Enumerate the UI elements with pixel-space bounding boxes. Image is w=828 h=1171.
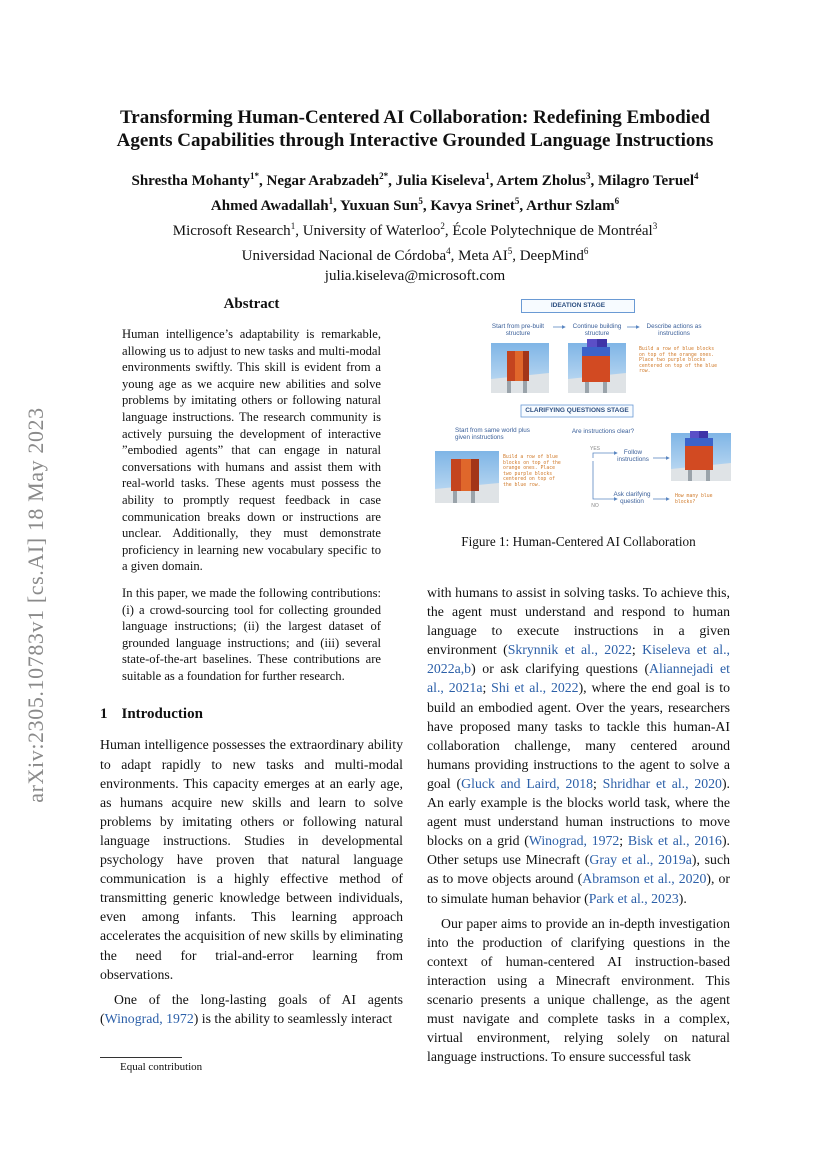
text-span: with humans to assist in solving tasks. To achieve this, the agent must understand and respond to human language to execute instructions in a given environment ( (427, 585, 730, 658)
author-name: Arthur Szlam (526, 198, 615, 214)
arxiv-sidebar-stamp (24, 365, 48, 845)
text-span: ). (678, 890, 687, 906)
start-same-world-label: Start from same world plus given instructions (455, 427, 530, 441)
ask-clarifying-label: Ask clarifying question (613, 491, 651, 505)
right-paragraph-2: Our paper aims to provide an in-depth investigation into the production of clarifying questions in the context of human-centered AI instruction-based interaction using a Minecraft environment. This scenario presents a unique challenge, as the agent must navigate and complete tasks in a complex, virtual environment, relying solely on natural language instructions. To ensure successful task (427, 915, 730, 1065)
text-span: ). An early example is the blocks world task, where the agent must understand human instructions to move blocks on a grid ( (427, 775, 730, 849)
affiliation-marker: 4 (446, 246, 451, 256)
section-number: 1 (100, 706, 108, 723)
affiliation-marker: 5 (507, 246, 513, 256)
abstract-paragraph-2: In this paper, we made the following contributions: (i) a crowd-sourcing tool for collecting grounded language instructions; (ii) the largest dataset of grounded language instructions; and (iii) several state-of-the-art baselines. These contributions are suitable as a foundation for further research. (122, 585, 381, 683)
contact-email: julia.kiseleva@microsoft.com (324, 268, 506, 284)
left-column (100, 296, 403, 1028)
instructions-clear-question: Are instructions clear? (571, 428, 635, 435)
figure-caption: Figure 1: Human-Centered AI Collaboration (461, 534, 696, 549)
citation-link[interactable]: Winograd, 1972 (104, 1010, 194, 1026)
text-span: ), such as to move objects around ( (427, 852, 730, 887)
affiliation-marker: 1 (485, 171, 490, 181)
figure-1 (425, 293, 735, 523)
author-name: Yuxuan Sun (340, 198, 419, 214)
text-span: One of the long-lasting goals of AI agents ( (100, 991, 403, 1026)
citation-link[interactable]: Gray et al., 2019a (589, 852, 692, 868)
affiliation-marker: 1* (250, 171, 259, 181)
author-name: Kavya Srinet (430, 198, 515, 214)
citation-link[interactable]: Winograd, 1972 (528, 833, 620, 849)
author-name: Meta AI (458, 248, 508, 264)
text-span: ), where the end goal is to build an embodied agent. Over the years, researchers have proposed many tasks to tackle this human-AI collaboration challenge, many centered around humans providing instructions to the agent to solve a goal ( (427, 680, 730, 791)
text-span: ; (593, 775, 603, 791)
footnote: Equal contribution (120, 1061, 203, 1073)
text-span: ) or ask clarifying questions ( (471, 661, 650, 677)
question-note: How many blue blocks? (675, 494, 713, 505)
citation-link[interactable]: Park et al., 2023 (588, 890, 679, 906)
affiliation-marker: 2 (440, 221, 445, 231)
minecraft-scene-3 (435, 451, 499, 503)
citation-link[interactable]: Shi et al., 2022 (491, 680, 579, 696)
affiliation-line-1: Microsoft Research$^1$, University of Waterloo$^2$, École Polytechnique de Montréal$^3$ (172, 221, 658, 239)
author-name: Negar Arabzadeh (266, 173, 380, 189)
author-name: Universidad Nacional de Córdoba (241, 248, 447, 264)
citation-link[interactable]: Shridhar et al., 2020 (602, 775, 722, 791)
affiliation-marker: 5 (418, 196, 423, 206)
author-name: Artem Zholus (496, 173, 587, 189)
affiliation-marker: 6 (614, 196, 620, 206)
describe-actions-label: Describe actions as instructions (646, 323, 702, 337)
right-paragraph-1 (427, 583, 730, 908)
citation-link[interactable]: Aliannejadi et al., 2021a (427, 661, 730, 696)
affiliation-marker: 6 (583, 246, 589, 256)
yes-label: YES (589, 446, 600, 452)
abstract-paragraph-1: Human intelligence’s adaptability is remarkable, allowing us to adjust to new tasks and multi-modal environments swiftly. This skill is evident from a young age as we acquire new abilities and solve problems by imitating others or following natural language instructions. The research community is actively pursuing the development of interactive ”embodied agents” that can engage in natural conversations with humans and assist them with real-world tasks. These agents must possess the ability to promptly request feedback in case communication breaks down or instructions are unclear. Additionally, they must demonstrate proficiency in learning new vocabulary specific to a given domain. (122, 327, 381, 574)
affiliation-marker: 2* (379, 171, 389, 181)
intro-paragraph-2 (100, 990, 403, 1028)
section-title: Introduction (121, 706, 203, 723)
paper-title (90, 106, 740, 152)
footnote-rule (100, 1057, 182, 1058)
follow-instructions-label: Follow instructions (617, 449, 649, 463)
affiliation-marker: 3 (652, 221, 658, 231)
clarifying-stage-box: CLARIFYING QUESTIONS STAGE (525, 407, 629, 414)
citation-link[interactable]: Bisk et al., 2016 (627, 833, 722, 849)
text-span: ) is the ability to seamlessly interact (193, 1010, 393, 1026)
intro-paragraph-1: Human intelligence possesses the extraordinary ability to adapt rapidly to new tasks and multi-modal environments. This capacity emerges at an early age, as humans acquire new skills and learn to solve problems by imitating others or following natural language instructions. Studies in developmental psychology have proven that natural language communication is a highly effective method of transmitting generic knowledge between individuals, even among infants. This learning approach accelerates the acquisition of new skills by eliminating the need for trial-and-error learning from observations. (100, 737, 403, 982)
title-line-1: Transforming Human-Centered AI Collaboration: Redefining Embodied (120, 107, 710, 128)
text-span: ; (619, 833, 628, 849)
minecraft-scene-4 (671, 431, 731, 481)
affiliation-marker: 1 (290, 221, 296, 231)
section-heading-introduction (100, 706, 403, 723)
start-prebuilt-label: Start from pre-built structure (491, 323, 545, 337)
text-span: ). Other setups use Minecraft ( (427, 833, 730, 868)
author-name: University of Waterloo (302, 223, 441, 239)
author-name: DeepMind (519, 248, 584, 264)
author-name: Ahmed Awadallah (210, 198, 329, 214)
author-name: École Polytechnique de Montréal (452, 223, 653, 239)
text-span: ; (631, 642, 643, 658)
minecraft-scene-2 (568, 339, 626, 393)
text-span: ), or to simulate human behavior ( (427, 871, 731, 906)
author-name: Shrestha Mohanty (131, 173, 250, 189)
author-line-1: Shrestha Mohanty$^{1*}$, Negar Arabzadeh$^{2*}$, Julia Kiseleva$^1$, Artem Zholus$^3$, Milagro Teruel$^4$ (131, 171, 699, 189)
author-block (80, 166, 750, 286)
affiliation-line-2: Universidad Nacional de Córdoba$^4$, Meta $AI^5$, DeepMind$^6$ (241, 246, 589, 264)
author-name: Milagro Teruel (598, 173, 694, 189)
affiliation-marker: 3 (586, 171, 591, 181)
abstract-heading: Abstract (223, 296, 280, 312)
author-name: Julia Kiseleva (395, 173, 486, 189)
citation-link[interactable]: Gluck and Laird, 2018 (461, 775, 594, 791)
affiliation-marker: 4 (694, 171, 699, 181)
no-label: NO (591, 503, 599, 509)
citation-link[interactable]: Skrynnik et al., 2022 (507, 642, 632, 658)
arxiv-id: arXiv:2305.10783v1 [cs.AI] 18 May 2023 (23, 407, 48, 803)
ideation-stage-box: IDEATION STAGE (521, 299, 635, 313)
instruction-note: Build a row of blue blocks on top of the orange ones. Place two purple blocks centered on top of the blue row. (639, 347, 717, 375)
text-span: ; (482, 680, 492, 696)
continue-building-label: Continue building structure (572, 323, 622, 337)
title-line-2: Agents Capabilities through Interactive Grounded Language Instructions (116, 130, 714, 151)
citation-link[interactable]: Kiseleva et al., 2022a,b (427, 642, 730, 677)
citation-link[interactable]: Abramson et al., 2020 (582, 871, 707, 887)
right-column (427, 583, 730, 1066)
affiliation-marker: 5 (514, 196, 520, 206)
given-instruction-note: Build a row of blue blocks on top of the orange ones. Place two purple blocks centered on top of the blue row. (503, 455, 561, 488)
affiliation-marker: 1 (328, 196, 334, 206)
author-name: Microsoft Research (172, 223, 291, 239)
author-line-2: Ahmed Awadallah$^1$, Yuxuan Sun$^5$, Kavya Srinet$^5$, Arthur Szlam$^6$ (210, 196, 620, 214)
minecraft-scene-1 (491, 343, 549, 393)
